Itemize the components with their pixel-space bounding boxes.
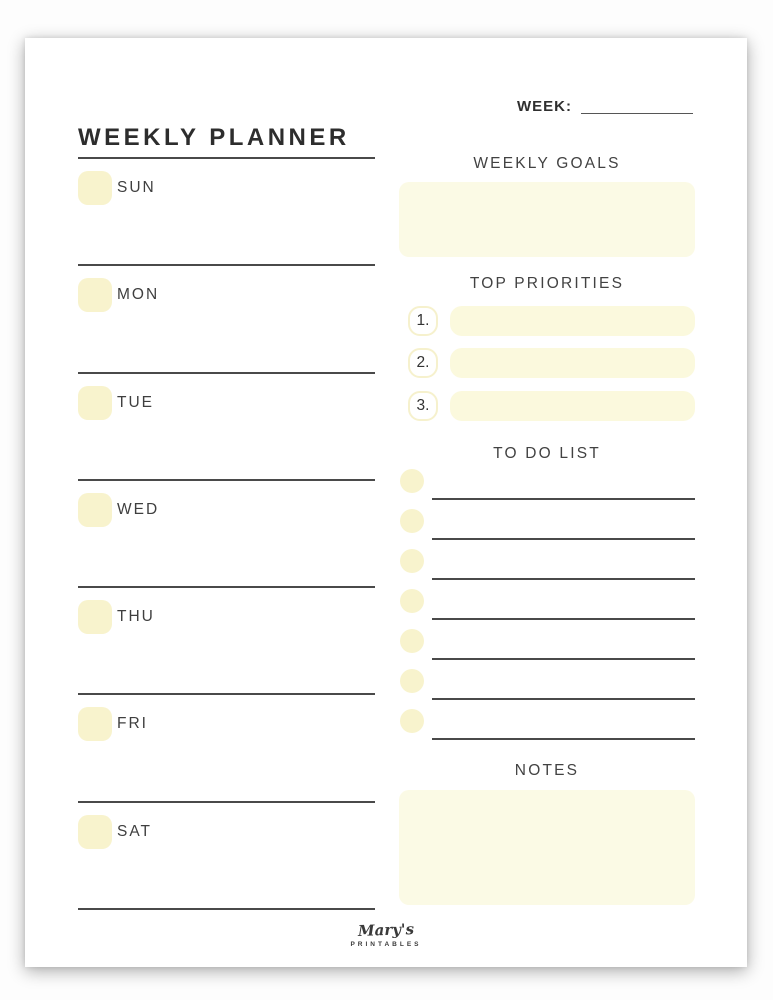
weekly-goals-input-box[interactable]	[399, 182, 695, 257]
priority-number-badge: 2.	[408, 348, 438, 378]
priority-input-bar[interactable]	[450, 391, 695, 421]
priority-row-3	[399, 391, 695, 421]
day-label: FRI	[117, 715, 148, 733]
priority-input-bar[interactable]	[450, 348, 695, 378]
notes-input-box[interactable]	[399, 790, 695, 905]
todo-row	[400, 500, 695, 540]
day-entry-area[interactable]	[78, 741, 375, 795]
weekly-goals-heading: WEEKLY GOALS	[473, 155, 621, 172]
day-block-thu	[78, 586, 375, 693]
todo-row	[400, 540, 695, 580]
todo-bullet-dot	[400, 549, 424, 573]
day-block-mon	[78, 264, 375, 371]
brand-name: Mary's	[357, 920, 415, 940]
day-marker-square	[78, 386, 112, 420]
page-title: WEEKLY PLANNER	[78, 124, 350, 151]
todo-bullet-dot	[400, 469, 424, 493]
todo-bullet-dot	[400, 589, 424, 613]
todo-input-line[interactable]	[432, 738, 695, 740]
day-entry-area[interactable]	[78, 634, 375, 688]
todo-bullet-dot	[400, 509, 424, 533]
brand-subtitle: PRINTABLES	[350, 941, 422, 948]
planner-page	[25, 38, 747, 967]
day-entry-area[interactable]	[78, 527, 375, 581]
day-entry-area[interactable]	[78, 312, 375, 366]
priority-input-bar[interactable]	[450, 306, 695, 336]
todo-row	[400, 620, 695, 660]
day-block-fri	[78, 693, 375, 800]
week-field	[517, 98, 693, 114]
todo-row	[400, 700, 695, 740]
day-block-sat	[78, 801, 375, 908]
todo-list-heading: TO DO LIST	[493, 445, 601, 462]
todo-bullet-dot	[400, 629, 424, 653]
day-label: TUE	[117, 393, 154, 411]
day-label: SUN	[117, 179, 156, 196]
day-marker-square	[78, 278, 112, 312]
todo-bullet-dot	[400, 709, 424, 733]
days-column	[78, 157, 375, 910]
day-marker-square	[78, 815, 112, 849]
day-entry-area[interactable]	[78, 205, 375, 259]
day-block-wed	[78, 479, 375, 586]
todo-row	[400, 580, 695, 620]
day-entry-area[interactable]	[78, 420, 375, 474]
top-priorities-heading: TOP PRIORITIES	[469, 275, 625, 292]
day-label: MON	[117, 286, 160, 304]
week-input-line[interactable]	[581, 100, 693, 114]
todo-bullet-dot	[400, 669, 424, 693]
priority-number-badge: 3.	[408, 391, 438, 421]
todo-row	[400, 460, 695, 500]
day-entry-area[interactable]	[78, 849, 375, 903]
day-block-sun	[78, 157, 375, 264]
days-closing-line	[78, 908, 375, 910]
todo-row	[400, 660, 695, 700]
day-marker-square	[78, 600, 112, 634]
priority-row-2	[399, 348, 695, 378]
day-marker-square	[78, 493, 112, 527]
day-marker-square	[78, 171, 112, 205]
notes-heading: NOTES	[514, 762, 580, 779]
day-label: SAT	[117, 822, 152, 840]
day-block-tue	[78, 372, 375, 479]
brand-logo	[25, 922, 747, 948]
priority-number-badge: 1.	[408, 306, 438, 336]
day-marker-square	[78, 707, 112, 741]
day-label: WED	[117, 500, 160, 518]
day-label: THU	[117, 608, 155, 626]
week-label: WEEK:	[517, 98, 572, 115]
priority-row-1	[399, 306, 695, 336]
